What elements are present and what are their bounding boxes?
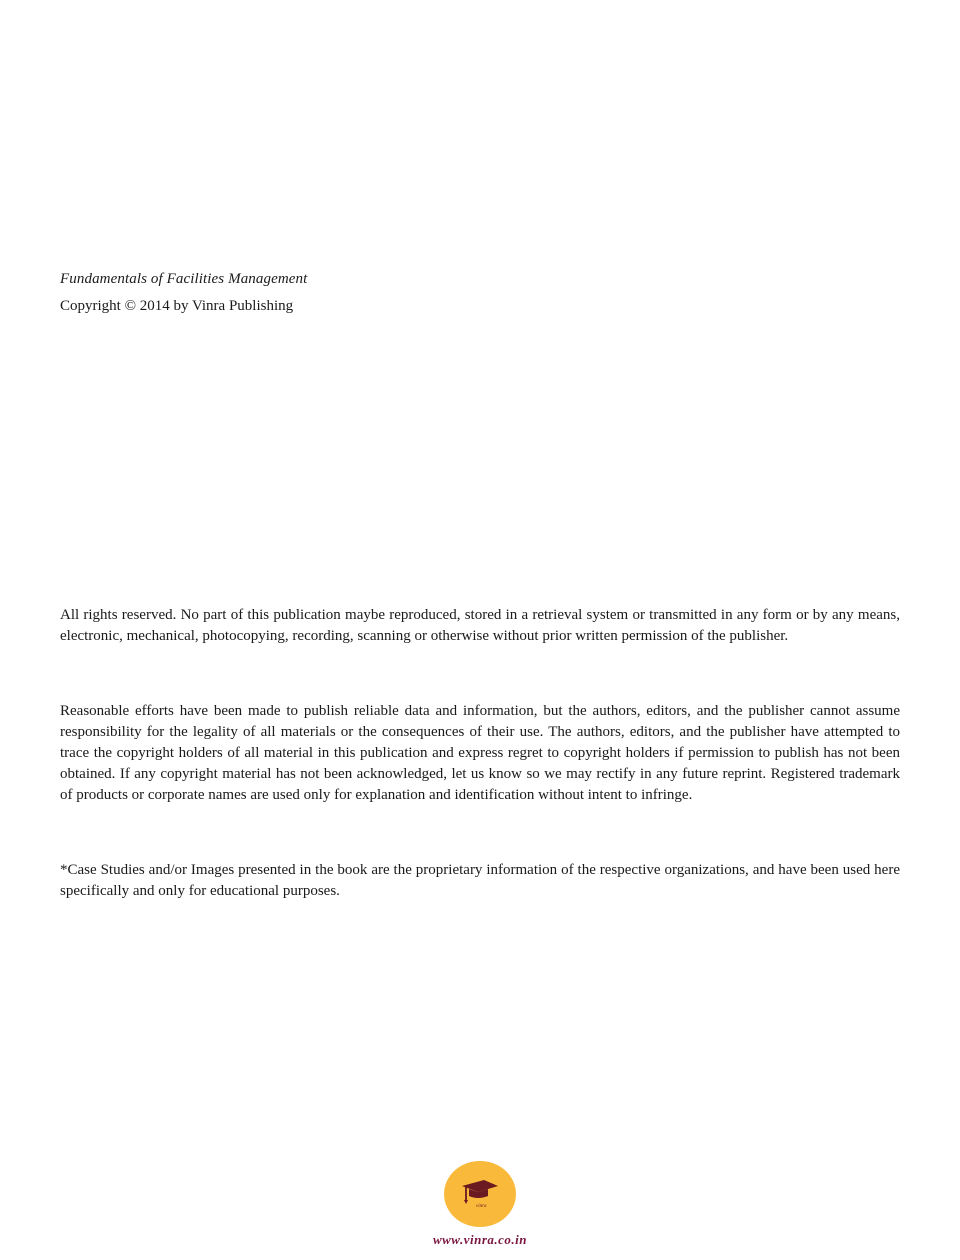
book-title: Fundamentals of Facilities Management	[60, 271, 308, 287]
rights-reserved-paragraph: All rights reserved. No part of this publication maybe reproduced, stored in a retrieval system or transmitted in any form or by any means, electronic, mechanical, photocopying, recording, scanning or otherwise without prior written permission of the publisher.	[60, 607, 900, 644]
website-link[interactable]: www.vinra.co.in	[432, 1232, 528, 1247]
graduation-cap-icon	[458, 1176, 502, 1212]
title-block	[60, 266, 307, 320]
copyright-line: Copyright © 2014 by Vinra Publishing	[60, 298, 294, 314]
disclaimer-paragraph: Reasonable efforts have been made to publish reliable data and information, but the authors, editors, and the publisher cannot assume responsibility for the legality of all materials or the consequences of their use. The authors, editors, and the publisher have attempted to trace the copyright holders of all material in this publication and express regret to copyright holders if permission to publish has not been obtained. If any copyright material has not been acknowledged, let us know so we may rectify in any future reprint. Registered trademark of products or corporate names are used only for explanation and identification without intent to infringe.	[60, 703, 900, 803]
svg-text:vinra: vinra	[476, 1204, 487, 1209]
case-studies-paragraph: *Case Studies and/or Images presented in the book are the proprietary information of the respective organizations, and have been used here specifically and only for educational purposes.	[60, 862, 900, 899]
publisher-logo	[444, 1161, 516, 1227]
